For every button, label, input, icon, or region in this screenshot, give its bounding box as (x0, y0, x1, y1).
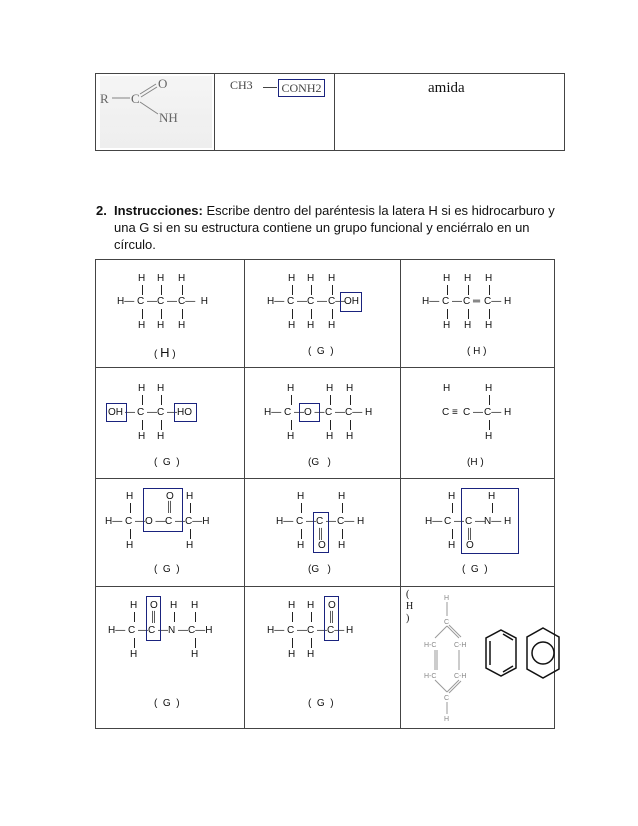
answer-4: ( G ) (154, 457, 180, 468)
instruction-body (114, 202, 564, 253)
grid-divider (400, 260, 401, 728)
functional-group-box (313, 512, 329, 553)
functional-group-box (461, 488, 519, 554)
functional-group-box (324, 596, 339, 641)
instruction-number: 2. (96, 203, 107, 218)
answer-7: ( G ) (154, 564, 180, 575)
functional-group-box (146, 596, 161, 641)
answer-5: (G ) (308, 457, 331, 468)
answer-6: (H ) (467, 457, 484, 468)
conh2-box (278, 79, 325, 97)
answer-8: (G ) (308, 564, 331, 575)
svg-text:C-H: C-H (454, 642, 467, 649)
svg-text:H-C: H-C (424, 673, 437, 680)
functional-group-box (106, 403, 127, 422)
functional-group-box (174, 403, 197, 422)
benzene-structures (420, 590, 560, 725)
grid-divider (96, 586, 554, 587)
grid-divider (244, 260, 245, 728)
ch3-label: CH3 (230, 78, 253, 92)
answer-10: ( G ) (154, 698, 180, 709)
instruction-label: Instrucciones: (114, 203, 203, 218)
svg-text:C: C (444, 695, 450, 702)
answer-1: ( H ) (154, 345, 176, 360)
example-formula (230, 78, 253, 93)
functional-group-box (299, 403, 320, 422)
example-bond (263, 87, 277, 88)
functional-group-box (340, 292, 362, 312)
grid-divider (96, 478, 554, 479)
functional-group-box (143, 488, 183, 532)
svg-text:H: H (444, 716, 450, 723)
svg-text:H: H (444, 595, 450, 602)
svg-text:C-H: C-H (454, 673, 467, 680)
answer-9: ( G ) (462, 564, 488, 575)
nh-label: NH (159, 110, 178, 125)
c-label: C (131, 91, 140, 106)
instruction-text: Escribe dentro del paréntesis la latera H si es hidrocarburo y una G si en su estructura contiene un grupo funcional y enciérralo en un círculo. (114, 203, 555, 252)
grid-divider (96, 367, 554, 368)
column-divider (214, 74, 215, 150)
amide-bonds (100, 76, 212, 148)
svg-text:C: C (444, 619, 450, 626)
o-label: O (158, 76, 168, 91)
column-divider (334, 74, 335, 150)
r-label: R (100, 91, 109, 106)
answer-12: ( H ) (406, 589, 414, 624)
answer-2: ( G ) (308, 346, 334, 357)
svg-text:H-C: H-C (424, 642, 437, 649)
conh2-label: CONH2 (281, 81, 322, 95)
answer-11: ( G ) (308, 698, 334, 709)
answer-3: ( H ) (467, 346, 487, 357)
generic-amide-image (100, 76, 212, 148)
group-name: amida (428, 80, 465, 96)
